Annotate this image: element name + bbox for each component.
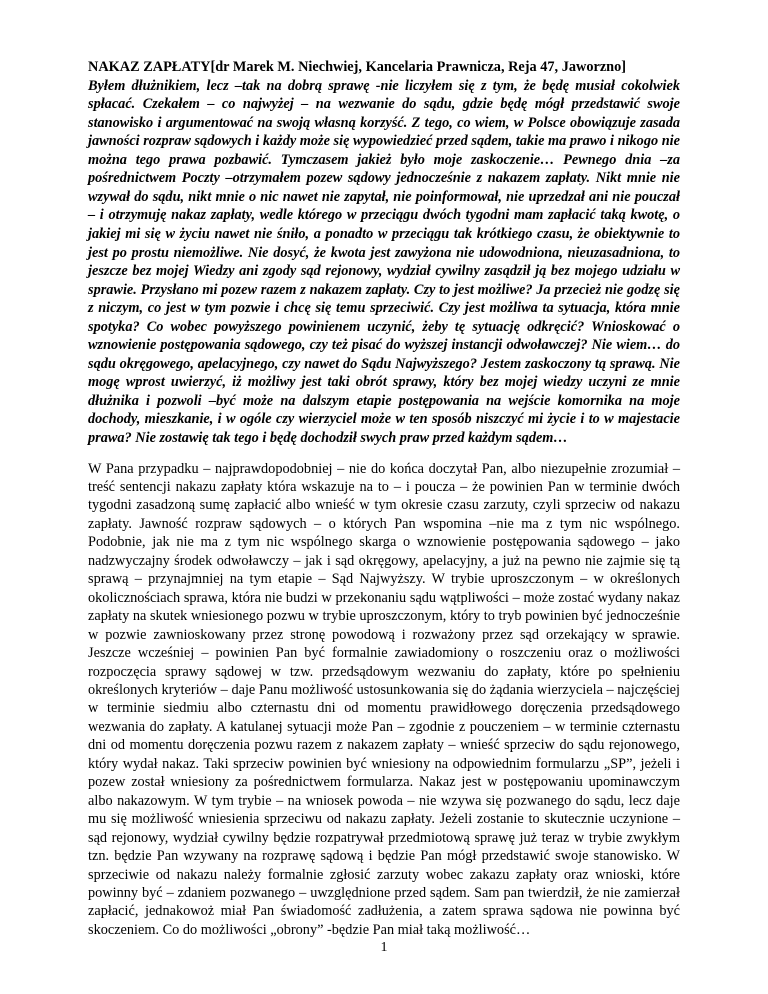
lawyer-answer: W Pana przypadku – najprawdopodobniej – nie do końca doczytał Pan, albo niezupełnie zrozumiał – treść sentencji nakazu zapłaty która wskazuje na to – i poucza – że powinien Pan w terminie dwóch tygodni zasadzoną sumę zapłacić albo wnieść w tym okresie czasu zarzuty, czyli sprzeciw od nakazu zapłaty. Jawność rozpraw sądowych – o których Pan wspomina –nie ma z tym nic wspólnego. Podobnie, jak nie ma z tym nic wspólnego skarga o wznowienie postępowania sądowego – jako nadzwyczajny środek odwoławczy – jak i sąd okręgowy, apelacyjny, a już na pewno nie zajmie się tą sprawą – przynajmniej na tym etapie – Sąd Najwyższy. W trybie uproszczonym – w określonych okolicznościach sprawa, która nie budzi w przekonaniu sądu wątpliwości – może zostać wydany nakaz zapłaty na skutek wniesionego pozwu w trybie uproszczonym, który to tryb powinien być jednocześnie w pozwie zawnioskowany przez stronę powodową i rozważony przez sąd orzekający w sprawie. Jeszcze wcześniej – powinien Pan być formalnie zawiadomiony o roszczeniu oraz o możliwości rozpoczęcia sprawy sądowej w tzw. przedsądowym wezwaniu do zapłaty, które po spełnieniu określonych kryteriów – daje Panu możliwość ustosunkowania się do żądania wierzyciela – najczęściej w terminie siedmiu albo czternastu dni od momentu prawidłowego doręczenia przedsądowego wezwania do zapłaty. A katulanej sytuacji może Pan – zgodnie z pouczeniem – w terminie czternastu dni od momentu doręczenia pozwu razem z nakazem zapłaty – wnieść sprzeciw do sądu rejonowego, który wydał nakaz. Taki sprzeciw powinien być wniesiony na odpowiednim formularzu „SP”, jeżeli i pozew został wniesiony za pośrednictwem formularza. Nakaz jest w postępowaniu upominawczym albo nakazowym. W tym trybie – na wniosek powoda – nie wzywa się pozwanego do sądu, lecz daje mu się możliwość wniesienia sprzeciwu od nakazu zapłaty. Jeżeli zostanie to skutecznie uczynione – sąd rejonowy, wydział cywilny będzie rozpatrywał przedmiotową sprawę już teraz w trybie zwykłym tzn. będzie Pan wzywany na rozprawę sądową i będzie Pan mógł przedstawić swoje stanowisko. W sprzeciwie od nakazu należy formalnie zgłosić zarzuty wobec zakazu zapłaty oraz wnioski, które powinny być – zdaniem pozwanego – uwzględnione przed sądem. Sam pan twierdził, że nie zamierzał zapłacić, jednakowoż miał Pan świadomość zadłużenia, a zatem sprawa sądowa nie powinna być skoczeniem. Co do możliwości „obrony” -będzie Pan miał taką możliwość… [88, 460, 680, 938]
page-number: 1 [380, 940, 388, 955]
reader-question: Byłem dłużnikiem, lecz –tak na dobrą sprawę -nie liczyłem się z tym, że będę musiał cokolwiek spłacać. Czekałem – co najwyżej – na wezwanie do sądu, gdzie będę mógł przedstawić swoje stanowisko i argumentować na swoją własną korzyść. Z tego, co wiem, w Polsce obowiązuje zasada jawności rozpraw sądowych i każdy może się wypowiedzieć przed sądem, takie ma prawo i nikogo nie można tego prawa pozbawić. Tymczasem jakież było moje zaskoczenie… Pewnego dnia –za pośrednictwem Poczty –otrzymałem pozew sądowy jednocześnie z nakazem zapłaty. Nikt mnie nie wzywał do sądu, nikt mnie o nic nawet nie zapytał, nie poinformował, nie uprzedzał ani nie pouczał – i otrzymuję nakaz zapłaty, wedle którego w przeciągu dwóch tygodni mam zapłacić taką kwotę, o jakiej mi się w życiu nawet nie śniło, a ponadto w przeciągu tak krótkiego czasu, że obiektywnie to jest po prostu niemożliwe. Nie dosyć, że kwota jest zawyżona nie udowodniona, nieuzasadniona, to jeszcze bez mojej Wiedzy ani zgody sąd rejonowy, wydział cywilny zasądził ją bez mojego udziału w sprawie. Przysłano mi pozew razem z nakazem zapłaty. Czy to jest możliwe? Ja przecież nie godzę się z niczym, co jest w tym pozwie i chcę się temu sprzeciwić. Czy jest możliwa ta sytuacja, która mnie spotyka? Co wobec powyższego powinienem uczynić, żeby tę sytuację odkręcić? Wnioskować o wznowienie postępowania sądowego, czy też pisać do wyższej instancji odwoławczej? Nie wiem… do sądu okręgowego, apelacyjnego, czy nawet do Sądu Najwyższego? Jestem zaskoczony tą sprawą. Nie mogę wprost uwierzyć, iż możliwy jest taki obrót sprawy, który bez mojej wiedzy uczyni ze mnie dłużnika i pozwoli –być może na dalszym etapie postępowania na wejście komornika na moje dochody, mieszkanie, i w ogóle czy wierzyciel może w ten sposób niszczyć mi życie i to w majestacie prawa? Nie zostawię tak tego i będę dochodził swych praw przed każdym sądem… [88, 77, 680, 446]
document-title: NAKAZ ZAPŁATY[dr Marek M. Niechwiej, Kancelaria Prawnicza, Reja 47, Jaworzno] [88, 59, 627, 75]
document-page [88, 58, 680, 939]
